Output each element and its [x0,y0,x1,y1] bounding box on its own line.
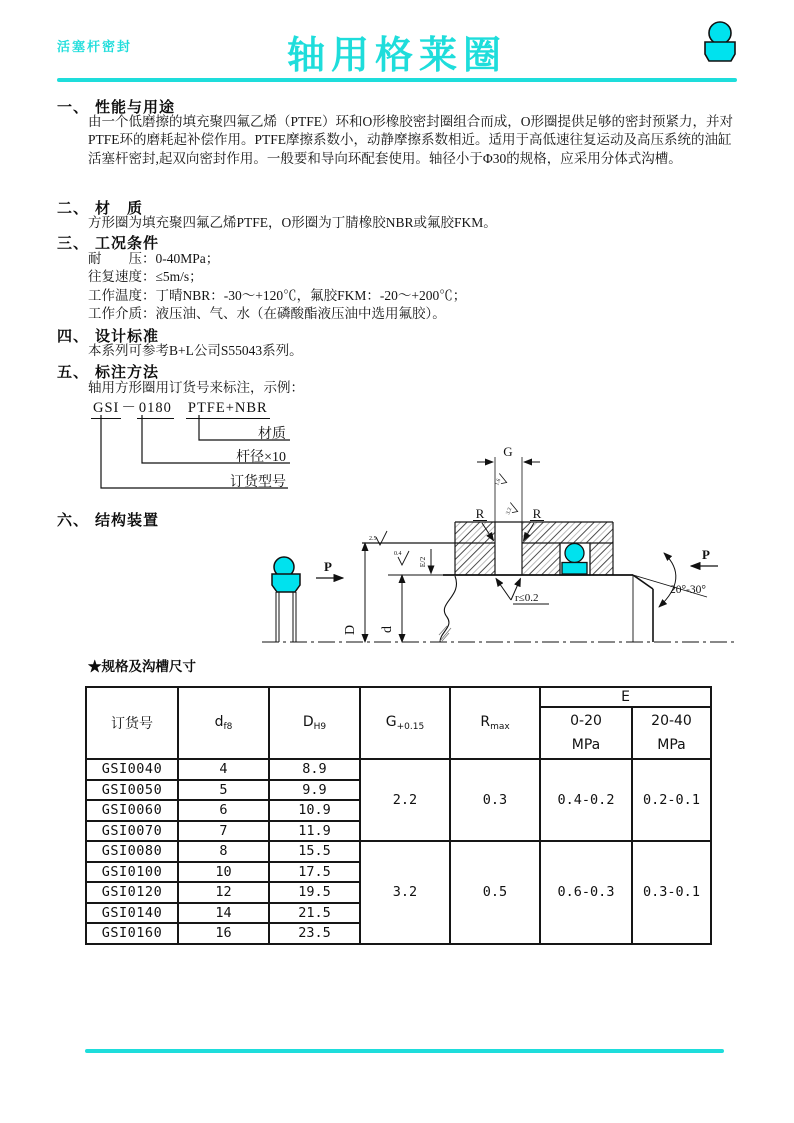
section-1-number: 一、 [57,100,90,116]
table-caption: ★规格及沟槽尺寸 [88,659,196,674]
section-3-body [88,250,744,324]
roughness-shaft [394,551,409,565]
label-gap: E/2 [418,556,427,568]
svg-text:2.5: 2.5 [369,536,377,542]
section-1-heading: 一、 性能与用途 [57,100,176,116]
callout-label-material: 材质 [258,427,286,442]
svg-text:3.2: 3.2 [505,506,514,516]
label-corner-radius: r≤0.2 [515,592,539,604]
table-row: GSI0100 10 17.5 [86,862,711,883]
condition-temperature: 工作温度：丁晴NBR：-30～+120℃，氟胶FKM：-20～+200℃； [88,287,467,303]
order-code-size: 0180 [137,400,174,419]
condition-pressure: 耐 压：0-40MPa； [88,251,220,266]
merged-R-group1: 0.3 [450,759,540,841]
section-4-body: 本系列可参考B+L公司S55043系列。 [88,343,303,358]
spec-table [85,686,712,945]
label-dimension-d: d [380,626,395,633]
merged-E1-group1: 0.4-0.2 [540,759,632,841]
page-title: 轴用格莱圈 [286,35,507,77]
angle-arc [659,553,676,607]
table-row: GSI0070 7 11.9 [86,821,711,842]
square-ring-icon [705,42,735,61]
spec-table-wrap [85,686,712,945]
callout-label-model: 订货型号 [230,475,286,490]
section-2-body: 方形圈为填充聚四氟乙烯PTFE，O形圈为丁腈橡胶NBR或氟胶FKM。 [88,215,497,230]
square-ring [272,574,300,592]
seal-icon [702,20,740,71]
label-radius-right: R [532,506,542,521]
table-row: GSI0080 8 15.5 3.2 0.5 0.6-0.3 0.3-0.1 [86,841,711,862]
label-groove-width: G [503,445,513,459]
section-6-heading: 六、 结构装置 [57,513,160,529]
shaft-break-curve [440,576,457,642]
o-ring-installed [565,544,584,563]
condition-speed: 往复速度：≤5m/s； [88,269,203,285]
col-header-G: $G_{+0.15}$ [360,687,450,759]
table-row: GSI0120 12 19.5 [86,882,711,903]
col-header-E: E [540,687,711,707]
section-5-body: 轴用方形圈用订货号来标注，示例： [88,380,304,395]
section-4-heading: 四、 设计标准 [57,329,160,345]
header-rule [57,78,737,82]
roughness-groove-1 [494,473,508,488]
section-2-heading: 二、 材 质 [57,201,144,217]
col-header-e-low: 0-20 MPa [540,707,632,759]
seal-cross-section [272,557,300,642]
merged-E1-group2: 0.6-0.3 [540,841,632,944]
label-chamfer-angle: 20°-30° [670,584,707,596]
roughness-groove-2 [505,502,519,517]
col-header-R: $R_{max}$ [450,687,540,759]
order-code-material: PTFE+NBR [186,400,270,419]
label-pressure-left: P [324,559,332,574]
label-pressure-right: P [702,547,710,562]
col-header-D: $D_{H9}$ [269,687,360,759]
col-header-order-no: 订货号 [86,687,178,759]
label-radius-left: R [475,506,485,521]
section-5-heading: 五、 标注方法 [57,365,160,381]
table-row: GSI0160 16 23.5 [86,923,711,944]
footer-rule [85,1049,724,1053]
groove-empty [495,522,522,575]
order-code-series: GSI [91,400,121,419]
label-dimension-D: D [343,624,358,635]
merged-G-group2: 3.2 [360,841,450,944]
svg-text:1.6: 1.6 [494,477,503,487]
merged-G-group1: 2.2 [360,759,450,841]
square-ring-installed [562,563,587,575]
table-row: GSI0040 4 8.9 2.2 0.3 0.4-0.2 0.2-0.1 [86,759,711,780]
col-header-e-high: 20-40 MPa [632,707,711,759]
table-row: GSI0060 6 10.9 [86,800,711,821]
section-3-heading: 三、 工况条件 [57,236,160,252]
table-row: GSI0140 14 21.5 [86,903,711,924]
condition-medium: 工作介质：液压油、气、水（在磷酸酯液压油中选用氟胶）。 [88,306,446,322]
callout-label-rod-diameter: 杆径×10 [236,450,286,465]
structure-diagram [250,445,744,665]
order-code-dash: － [121,400,137,416]
header-category: 活塞杆密封 [57,39,133,54]
merged-E2-group1: 0.2-0.1 [632,759,711,841]
chamfer-edge [633,575,653,589]
merged-R-group2: 0.5 [450,841,540,944]
col-header-d: $d_{f8}$ [178,687,269,759]
merged-E2-group2: 0.3-0.1 [632,841,711,944]
svg-text:0.4: 0.4 [394,551,402,557]
table-row: GSI0050 5 9.9 [86,780,711,801]
section-1-body: 由一个低磨擦的填充聚四氟乙烯（PTFE）环和O形橡胶密封圈组合而成，O形圈提供足够的密封预紧力，并对PTFE环的磨耗起补偿作用。PTFE摩擦系数小，动静摩擦系数相近。适用于高低速往复运动及高压系统的油缸活塞杆密封,起双向密封作用。一般要和导向环配套使用。轴径小于Φ30的规格，应采用分体式沟槽。 [88,114,734,166]
o-ring-icon [709,22,731,44]
